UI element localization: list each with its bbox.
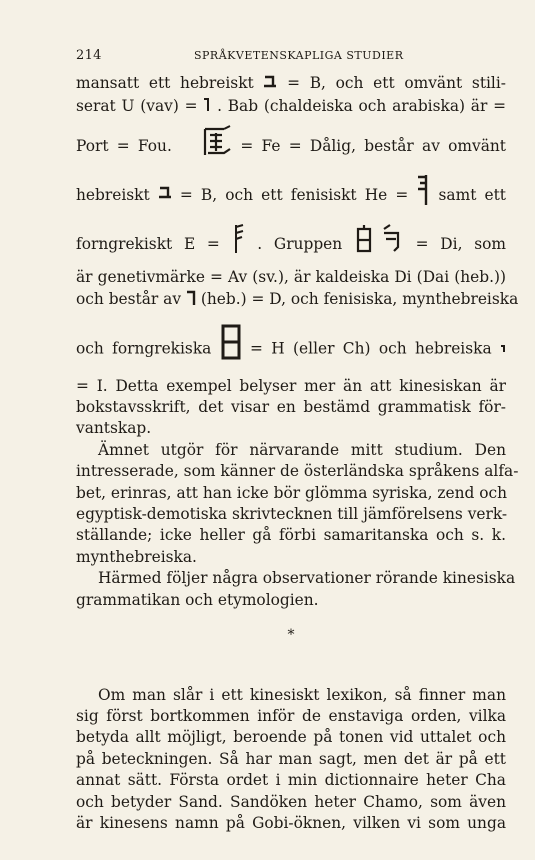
text-line: betyda allt möjligt, beroende på tonen vid uttalet och (76, 728, 506, 747)
text-line: annat sätt. Första ordet i min dictionnaire heter Cha (76, 771, 506, 790)
text-line: och består av (heb.) = D, och fenisiska, mynthebreiska (76, 288, 506, 312)
hebrew-bet-icon (263, 72, 277, 96)
text-line: bet, erinras, att han icke bör glömma syriska, zend och (76, 483, 508, 502)
text-line: och forngrekiska = H (eller Ch) och hebreiska (76, 323, 506, 376)
chinese-di-icon (354, 223, 404, 267)
text-line: Ämnet utgör för närvarande mitt studium. Den (98, 440, 506, 459)
vav-icon (203, 96, 211, 118)
page-body (76, 72, 519, 834)
text-line: = I. Detta exempel belyser mer än att kinesiskan är (76, 376, 506, 395)
text-line: vantskap. (76, 419, 152, 438)
text-line: sig först bortkommen inför de enstaviga orden, vilka (76, 706, 506, 725)
text-line: är genetivmärke = Av (sv.), är kaldeiska Di (Dai (heb.)) (76, 267, 506, 286)
text-line: egyptisk-demotiska skrivtecknen till jämförelsens verk- (76, 505, 508, 524)
spacer (76, 647, 506, 685)
chinese-fe-icon (202, 125, 232, 169)
text-line: intresserade, som känner de österländska språkens alfa- (76, 462, 519, 481)
hebrew-yod-icon (500, 329, 506, 369)
text-line: Härmed följer några observationer rörande kinesiska (98, 569, 516, 588)
hebrew-dalet-icon (186, 288, 196, 312)
phoenician-he-icon (416, 173, 430, 219)
text-line: hebreiskt = B, och ett fenisiskt He = samt ett (76, 173, 506, 219)
hebrew-bet-icon (158, 179, 172, 213)
text-line: Om man slår i ett kinesiskt lexikon, så finner man (98, 685, 506, 704)
text-line: och betyder Sand. Sandöken heter Chamo, som även (76, 792, 506, 811)
greek-e-icon (232, 223, 246, 267)
section-divider: * (287, 627, 295, 644)
running-title: SPRÅKVETENSKAPLIGA STUDIER (194, 49, 404, 62)
text-line: ställande; icke heller gå förbi samaritanska och s. k. (76, 526, 506, 545)
page-number: 214 (76, 48, 102, 63)
text-line: mansatt ett hebreiskt = B, och ett omvänt stili- (76, 72, 506, 96)
text-line: grammatikan och etymologien. (76, 590, 319, 609)
text-line: bokstavsskrift, det visar en bestämd grammatisk för- (76, 398, 506, 417)
greek-h-icon (220, 323, 242, 376)
text-line: på beteckningen. Så har man sagt, men det är på ett (76, 749, 506, 768)
text-line: serat U (vav) = . Bab (chaldeiska och arabiska) är = (76, 96, 506, 118)
text-line: Port = Fou. = Fe = Dålig, består av omvänt (76, 125, 506, 169)
text-line: mynthebreiska. (76, 547, 197, 566)
text-line: är kinesens namn på Gobi-öknen, vilken vi som unga (76, 813, 506, 832)
text-line: forngrekiskt E = . Gruppen = Di, som (76, 223, 506, 267)
